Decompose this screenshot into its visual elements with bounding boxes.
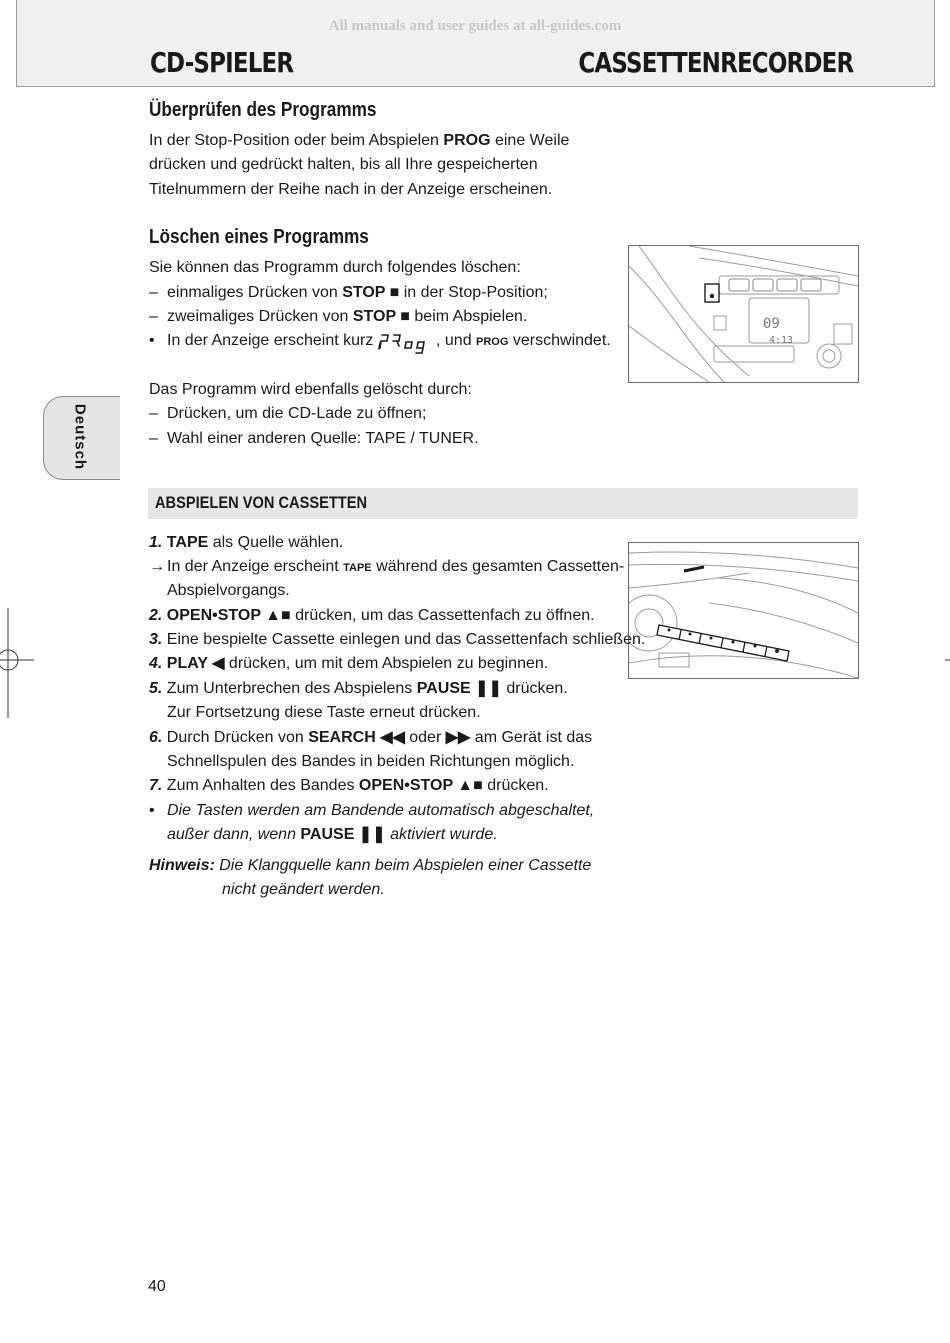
step-7: 7. Zum Anhalten des Bandes OPEN•STOP ▲■ drücken. xyxy=(149,777,549,794)
section-bar-play-cassettes: ABSPIELEN VON CASSETTEN xyxy=(148,488,858,519)
display-time: 4:13 xyxy=(769,335,794,346)
cassette-deck-illustration xyxy=(629,543,858,678)
bullet: • xyxy=(149,332,155,349)
section-title-check-program: Überprüfen des Programms xyxy=(149,99,377,121)
step-6: 6. Durch Drücken von SEARCH ◀◀ oder ▶▶ am Gerät ist das xyxy=(149,729,593,746)
step-1-result-cont: Abspielvorgangs. xyxy=(167,582,290,599)
paragraph-line: Das Programm wird ebenfalls gelöscht durch: xyxy=(149,381,472,398)
paragraph-line: Titelnummern der Reihe nach in der Anzeige erscheinen. xyxy=(149,181,553,198)
header-left-title: CD-SPIELER xyxy=(150,46,294,79)
lcd-prog-glyph xyxy=(376,332,434,356)
svg-text:PROG: PROG xyxy=(376,332,379,333)
step-3: 3. Eine bespielte Cassette einlegen und das Cassettenfach schließen. xyxy=(149,631,646,648)
step-1-result: In der Anzeige erscheint TAPE während des gesamten Cassetten- xyxy=(167,558,625,575)
list-item: – xyxy=(149,405,158,422)
figure-cd-display xyxy=(628,245,859,383)
cd-player-illustration xyxy=(629,246,858,382)
step-4: 4. PLAY ◀ drücken, um mit dem Abspielen zu beginnen. xyxy=(149,655,549,672)
list-item: – xyxy=(149,284,158,301)
list-item-text: einmaliges Drücken von STOP ■ in der Stop-Position; xyxy=(167,284,548,301)
bullet: • xyxy=(149,802,155,819)
language-tab-label: Deutsch xyxy=(71,403,89,471)
page-number: 40 xyxy=(148,1278,166,1295)
step-1: 1. TAPE als Quelle wählen. xyxy=(149,534,344,551)
section-title-delete-program: Löschen eines Programms xyxy=(149,226,369,248)
step-5-cont: Zur Fortsetzung diese Taste erneut drücken. xyxy=(167,704,481,721)
list-item-text: Wahl einer anderen Quelle: TAPE / TUNER. xyxy=(167,430,479,447)
step-2: 2. OPEN•STOP ▲■ drücken, um das Cassettenfach zu öffnen. xyxy=(149,607,595,624)
watermark: All manuals and user guides at all-guides.com xyxy=(328,18,622,34)
result-arrow: → xyxy=(149,558,165,575)
paragraph-line: Sie können das Programm durch folgendes löschen: xyxy=(149,259,521,276)
list-item-text: zweimaliges Drücken von STOP ■ beim Abspielen. xyxy=(167,308,528,325)
note-line: außer dann, wenn PAUSE ❚❚ aktiviert wurde. xyxy=(167,826,498,843)
paragraph-line: In der Stop-Position oder beim Abspielen PROG eine Weile xyxy=(149,132,570,149)
list-item: – xyxy=(149,308,158,325)
hint: Hinweis: Die Klangquelle kann beim Abspielen einer Cassette xyxy=(149,857,592,874)
step-5: 5. Zum Unterbrechen des Abspielens PAUSE ❚❚ drücken. xyxy=(149,680,568,697)
header-right-title: CASSETTENRECORDER xyxy=(578,46,853,79)
registration-mark-right xyxy=(940,640,950,670)
list-item-text: , und PROG verschwindet. xyxy=(436,332,611,349)
list-item-text: In der Anzeige erscheint kurz xyxy=(167,332,374,349)
paragraph-line: drücken und gedrückt halten, bis all Ihre gespeicherten xyxy=(149,156,538,173)
step-6-cont: Schnellspulen des Bandes in beiden Richtungen möglich. xyxy=(167,753,575,770)
list-item: – xyxy=(149,430,158,447)
hint-cont: nicht geändert werden. xyxy=(222,881,385,898)
note-line: Die Tasten werden am Bandende automatisch abgeschaltet, xyxy=(167,802,595,819)
registration-mark-left xyxy=(0,608,34,718)
display-track: 09 xyxy=(763,316,780,332)
figure-cassette-deck xyxy=(628,542,859,679)
list-item-text: Drücken, um die CD-Lade zu öffnen; xyxy=(167,405,427,422)
